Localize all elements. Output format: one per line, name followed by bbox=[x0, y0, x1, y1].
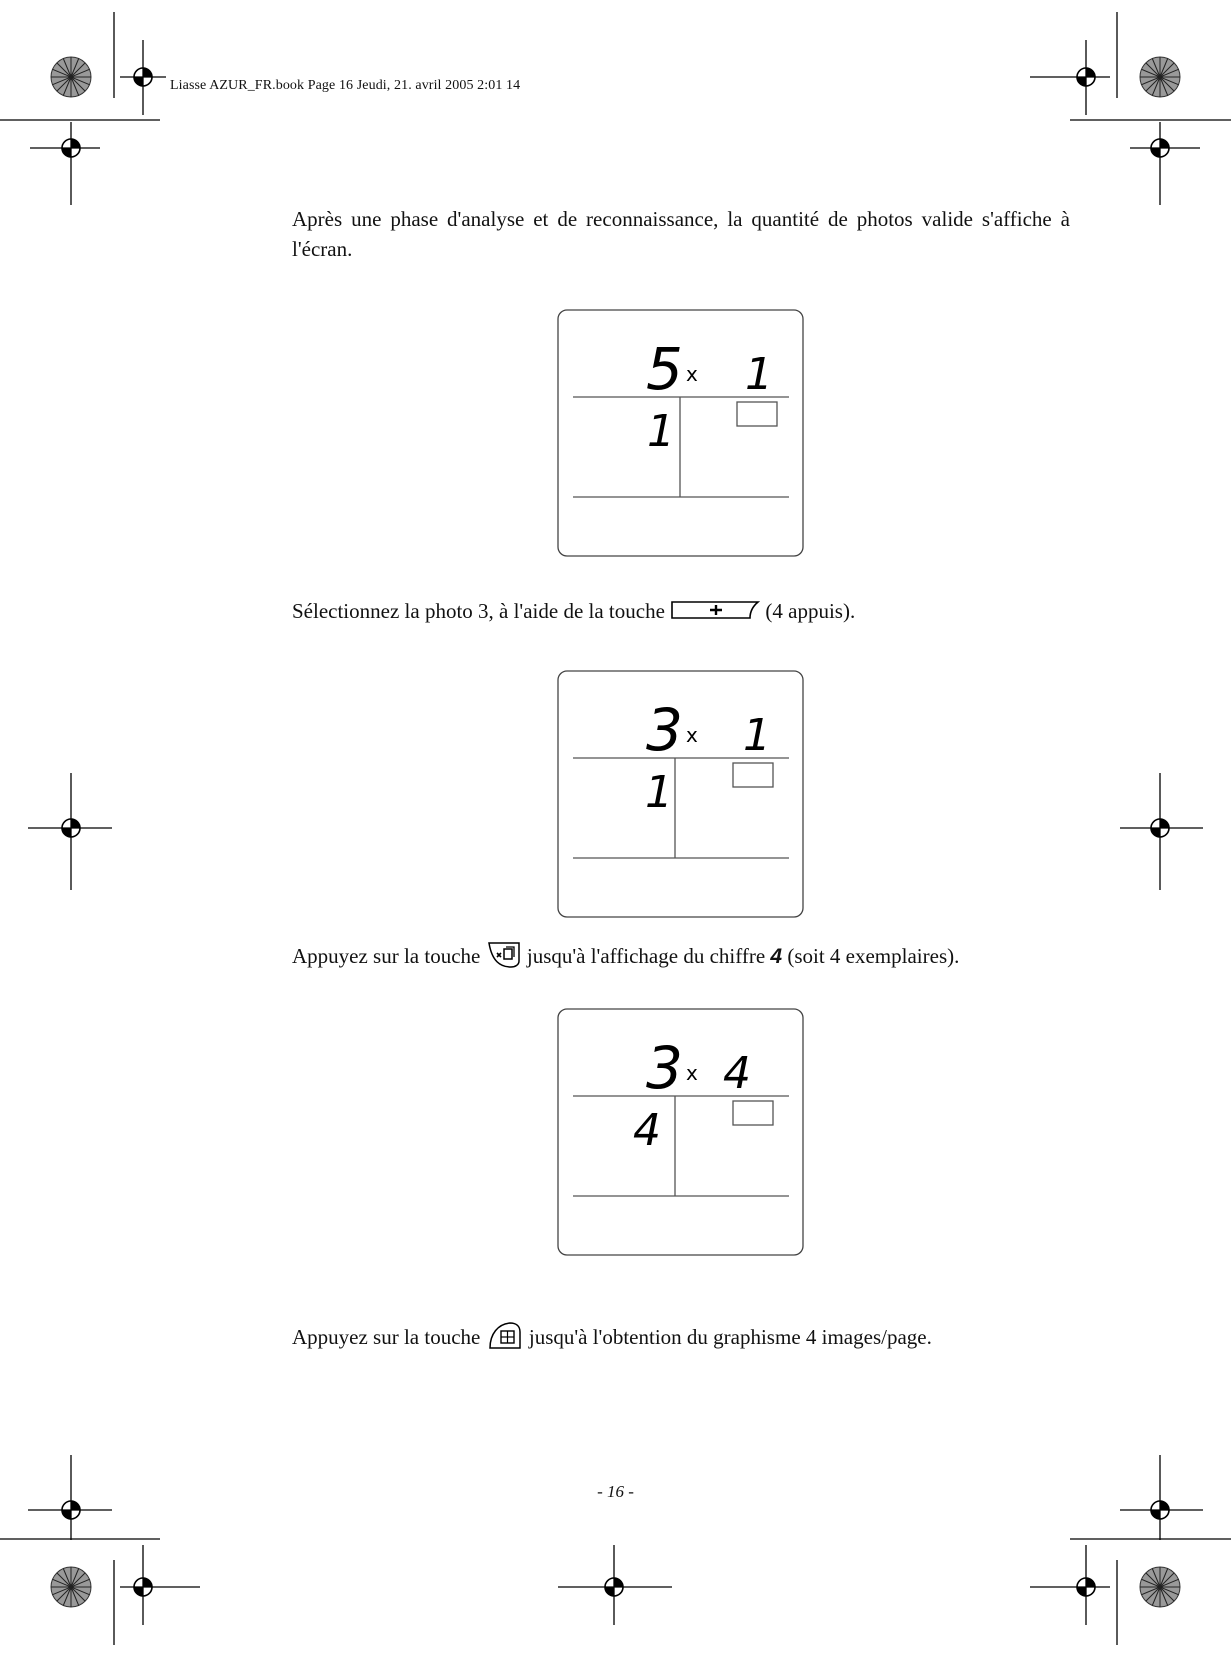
lcd-separator: x bbox=[686, 723, 698, 747]
text-copies-middle: jusqu'à l'affichage du chiffre bbox=[526, 943, 766, 968]
text-layout-before: Appuyez sur la touche bbox=[292, 1324, 481, 1349]
lcd-separator: x bbox=[686, 1061, 698, 1085]
text-copies-bold-digit: 4 bbox=[770, 944, 783, 968]
lcd-copies-digit: 4 bbox=[723, 1048, 751, 1099]
lcd-screen-1 bbox=[557, 309, 804, 557]
lcd-screen-3 bbox=[557, 1008, 804, 1256]
page-number: - 16 - bbox=[597, 1482, 634, 1501]
text-copies-before: Appuyez sur la touche bbox=[292, 943, 481, 968]
plus-key-icon bbox=[670, 597, 760, 629]
text-select-before: Sélectionnez la photo 3, à l'aide de la touche bbox=[292, 599, 665, 623]
copies-key-icon bbox=[486, 939, 522, 977]
lcd-photo-digit: 3 bbox=[646, 1034, 683, 1102]
lcd-photo-digit: 3 bbox=[646, 696, 683, 764]
text-copies-after: (soit 4 exemplaires). bbox=[787, 943, 960, 968]
lcd-bottom-digit: 1 bbox=[647, 406, 675, 457]
text-layout-after: jusqu'à l'obtention du graphisme 4 images/page. bbox=[528, 1324, 932, 1349]
lcd-bottom-digit: 1 bbox=[645, 767, 673, 818]
lcd-copies-digit: 1 bbox=[745, 349, 773, 400]
running-header: Liasse AZUR_FR.book Page 16 Jeudi, 21. avril 2005 2:01 14 bbox=[170, 78, 521, 93]
text-select-after: (4 appuis). bbox=[765, 599, 856, 623]
paragraph-select-photo bbox=[292, 596, 1070, 629]
layout-grid-key-icon bbox=[486, 1320, 524, 1358]
lcd-photo-digit: 5 bbox=[646, 335, 683, 403]
lcd-separator: x bbox=[686, 362, 698, 386]
paragraph-copies bbox=[292, 939, 1070, 977]
paragraph-analysis: Après une phase d'analyse et de reconnaissance, la quantité de photos valide s'affiche à l'écran. bbox=[292, 207, 1070, 261]
lcd-copies-digit: 1 bbox=[743, 710, 771, 761]
lcd-screen-2 bbox=[557, 670, 804, 918]
paragraph-layout bbox=[292, 1320, 1070, 1358]
lcd-bottom-digit: 4 bbox=[633, 1105, 661, 1156]
